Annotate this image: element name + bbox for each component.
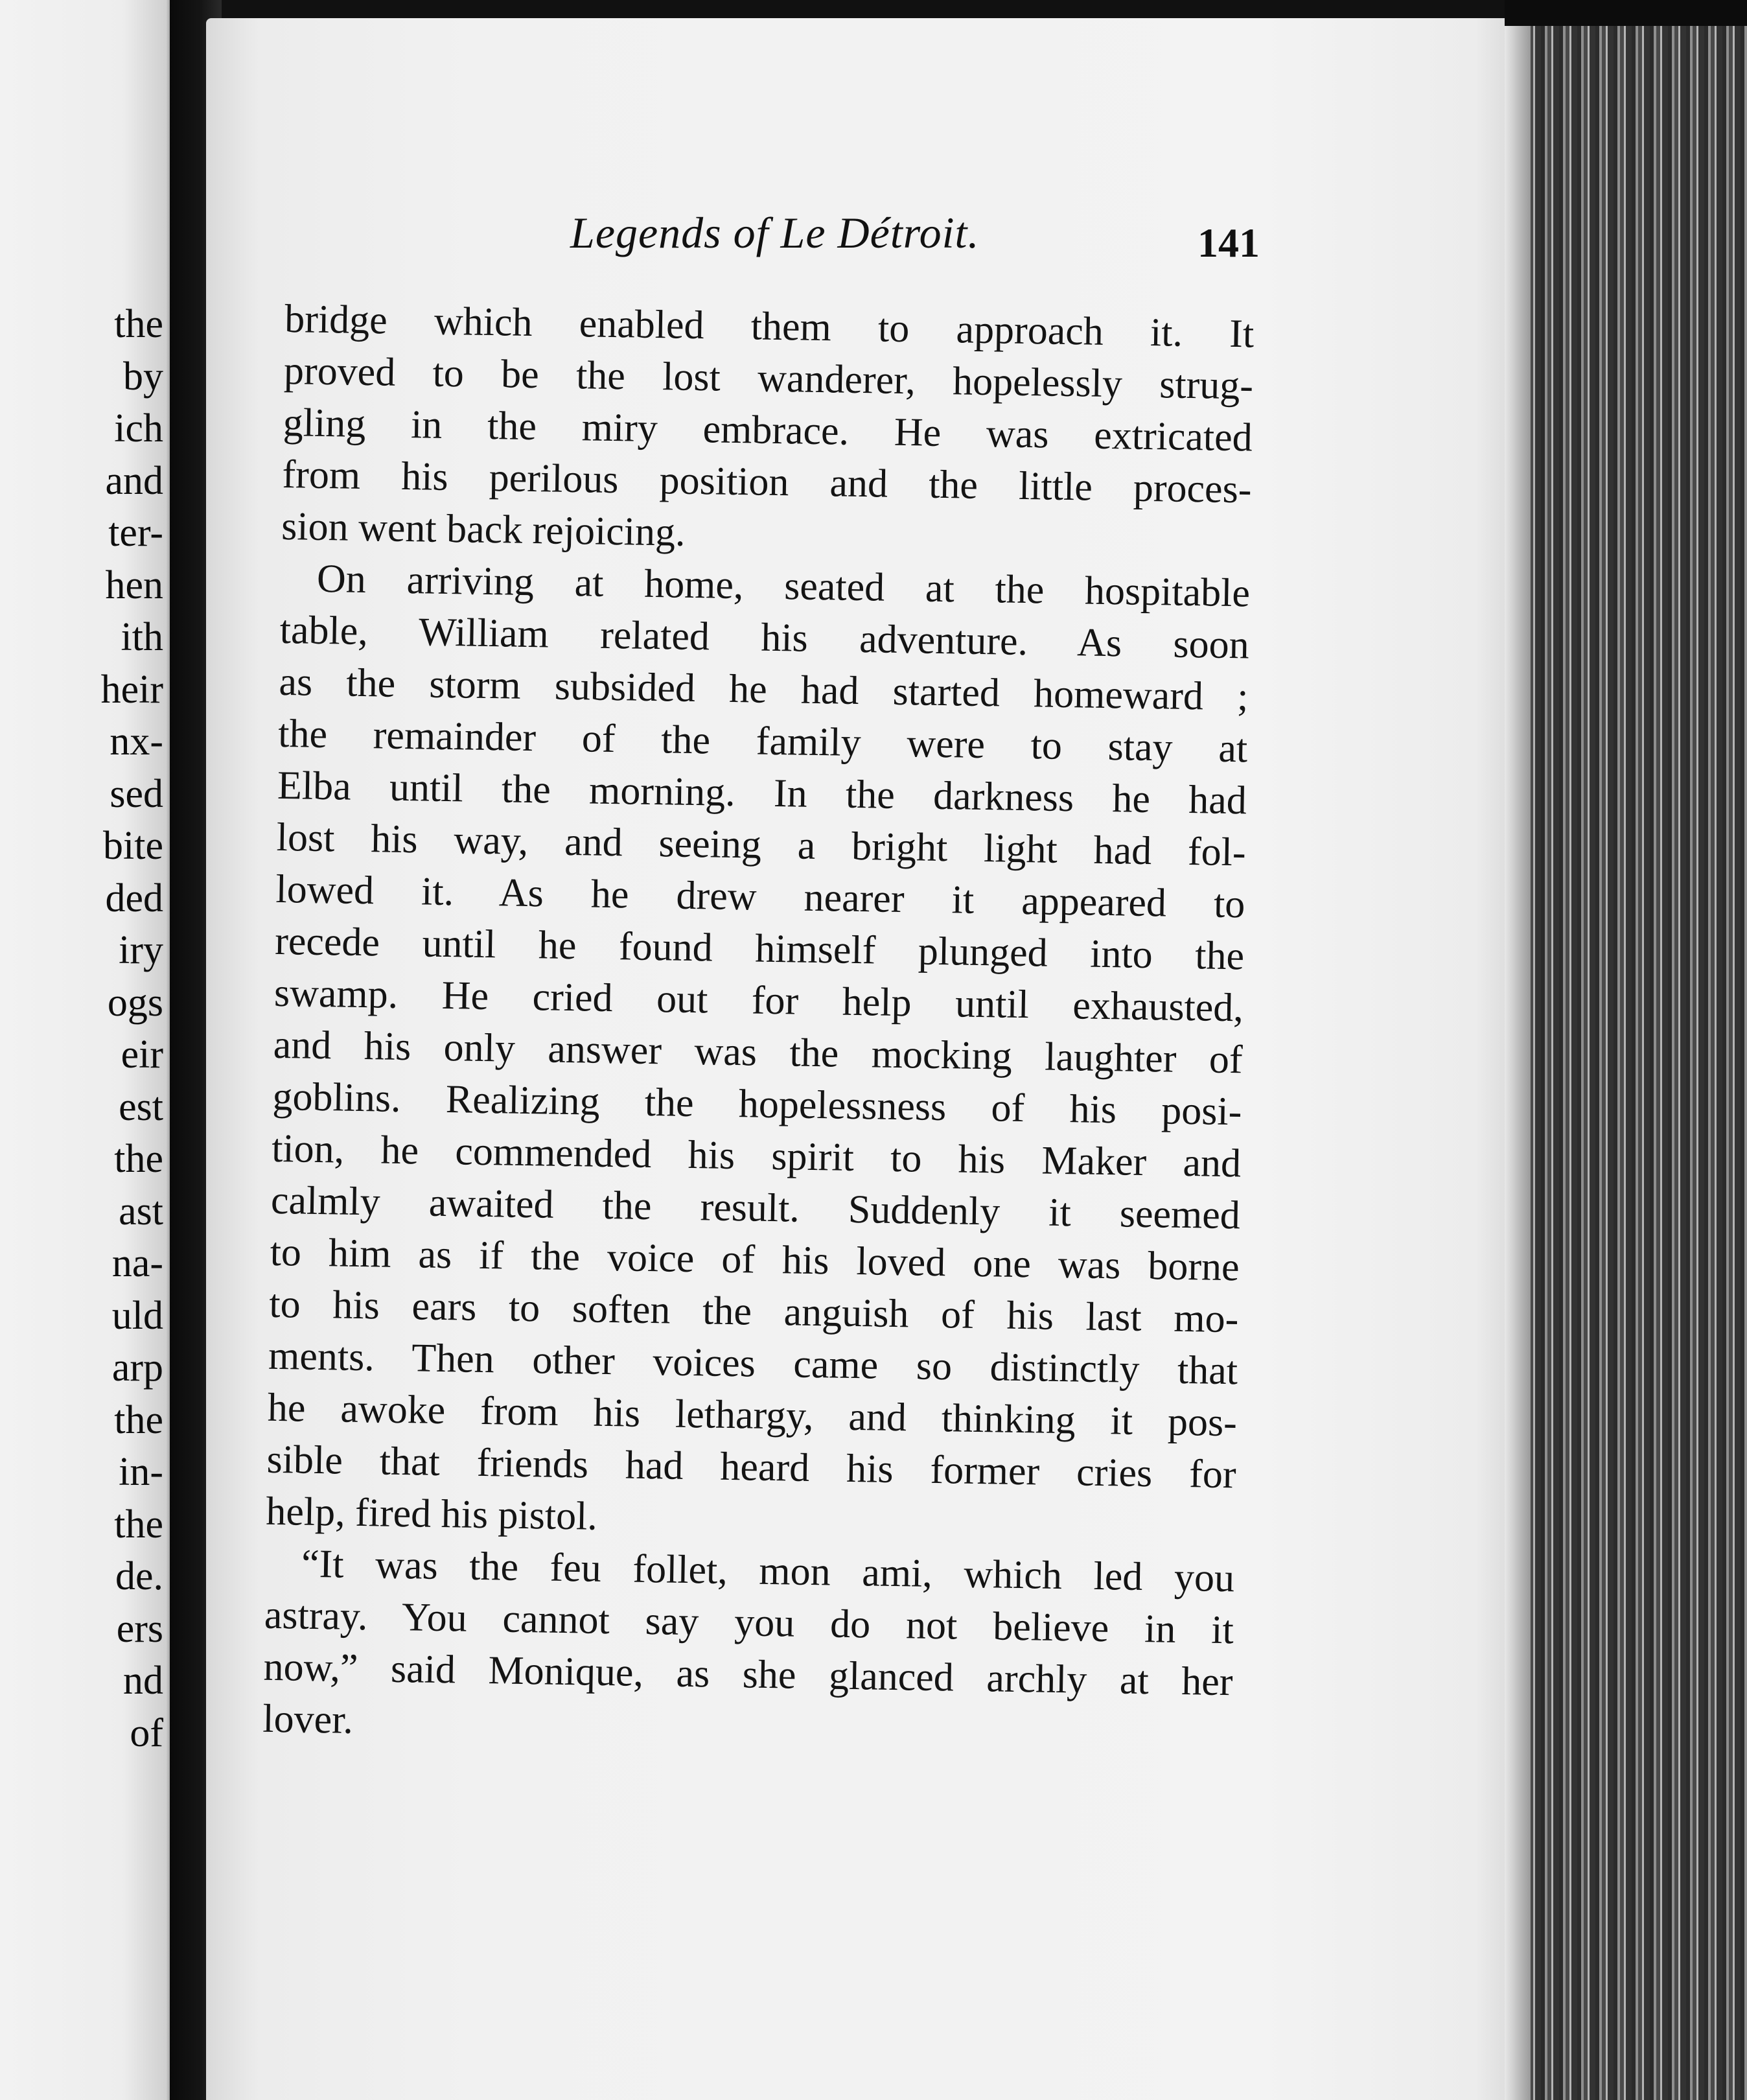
left-page-line-fragment: uld (111, 1293, 163, 1338)
left-page-line-fragment: na- (111, 1241, 163, 1285)
text-line: lost his way, and seeing a bright light had fol- (276, 815, 1247, 875)
text-line: help, fired his pistol. (265, 1489, 598, 1539)
left-page-line-fragment: nx- (110, 719, 163, 764)
left-page-line-fragment: in- (119, 1450, 163, 1494)
left-page-line-fragment: bite (103, 824, 163, 868)
left-page-line-fragment: of (130, 1710, 163, 1755)
page-edges (1505, 26, 1747, 2100)
text-line: to his ears to soften the anguish of his last mo- (268, 1281, 1239, 1342)
text-line: table, William related his adventure. As soon (279, 607, 1250, 668)
text-line: calmly awaited the result. Suddenly it seemed (270, 1178, 1241, 1238)
text-line: lowed it. As he drew nearer it appeared to (275, 867, 1245, 927)
text-line: he awoke from his lethargy, and thinking it pos- (267, 1385, 1238, 1445)
left-page-line-fragment: ogs (107, 980, 163, 1025)
text-line: the remainder of the family were to stay at (277, 711, 1248, 771)
text-line: lover. (262, 1696, 354, 1742)
text-line: proved to be the lost wanderer, hopelessly strug- (283, 348, 1254, 408)
paragraph (262, 1537, 1235, 1760)
text-line: ments. Then other voices came so distinctly that (268, 1333, 1238, 1394)
text-line: gling in the miry embrace. He was extricated (283, 400, 1253, 460)
text-line: as the storm subsided he had started homeward ; (279, 659, 1249, 719)
text-line: sion went back rejoicing. (281, 504, 686, 555)
page-number: 141 (1197, 220, 1260, 266)
left-page-line-fragment: the (114, 302, 163, 346)
text-line: sible that friends had heard his former cries for (266, 1437, 1237, 1497)
left-facing-page (0, 0, 175, 2100)
left-page-line-fragment: by (123, 354, 163, 399)
left-page-line-fragment: ded (105, 876, 163, 920)
text-line: On arriving at home, seated at the hospitable (316, 556, 1251, 616)
text-line: bridge which enabled them to approach it. It (284, 296, 1255, 356)
left-page-line-fragment: the (114, 1502, 163, 1546)
left-page-line-fragment: ast (119, 1189, 163, 1233)
text-line: from his perilous position and the little proces- (282, 452, 1252, 512)
left-page-line-fragment: est (119, 1084, 163, 1129)
text-line: tion, he commended his spirit to his Maker and (271, 1126, 1242, 1186)
left-page-line-fragment: nd (123, 1659, 163, 1703)
text-line: “It was the feu follet, mon ami, which led you (301, 1541, 1235, 1601)
left-page-line-fragment: eir (121, 1032, 163, 1077)
text-line: to him as if the voice of his loved one was borne (270, 1230, 1240, 1290)
running-head: Legends of Le Détroit. (570, 208, 980, 257)
left-page-line-fragment: sed (110, 771, 163, 816)
left-page-line-fragment: heir (100, 667, 163, 712)
text-line: swamp. He cried out for help until exhausted, (273, 970, 1244, 1031)
paragraph (281, 293, 1255, 567)
left-page-line-fragment: iry (119, 928, 163, 972)
text-line: now,” said Monique, as she glanced archly at her (263, 1644, 1234, 1705)
left-page-line-fragment: the (114, 1397, 163, 1442)
text-line: recede until he found himself plunged into the (274, 918, 1245, 979)
left-page-line-fragment: hen (105, 563, 163, 607)
left-page-line-fragment: and (105, 458, 163, 503)
text-line: astray. You cannot say you do not believe in it (264, 1592, 1234, 1653)
left-page-line-fragment: de. (115, 1554, 163, 1598)
left-page-line-fragment: ith (121, 615, 163, 659)
paragraph (266, 552, 1251, 1552)
left-page-line-fragment: ers (116, 1606, 163, 1651)
left-page-line-fragment: arp (111, 1346, 163, 1390)
text-line: Elba until the morning. In the darkness he had (277, 763, 1247, 823)
text-line: goblins. Realizing the hopelessness of his posi- (272, 1074, 1242, 1134)
left-page-line-fragment: ich (114, 406, 163, 450)
left-page-line-fragment: ter- (108, 511, 163, 555)
text-line: and his only answer was the mocking laughter of (273, 1022, 1244, 1082)
body-text (262, 293, 1255, 1760)
left-page-line-fragment: the (114, 1137, 163, 1181)
